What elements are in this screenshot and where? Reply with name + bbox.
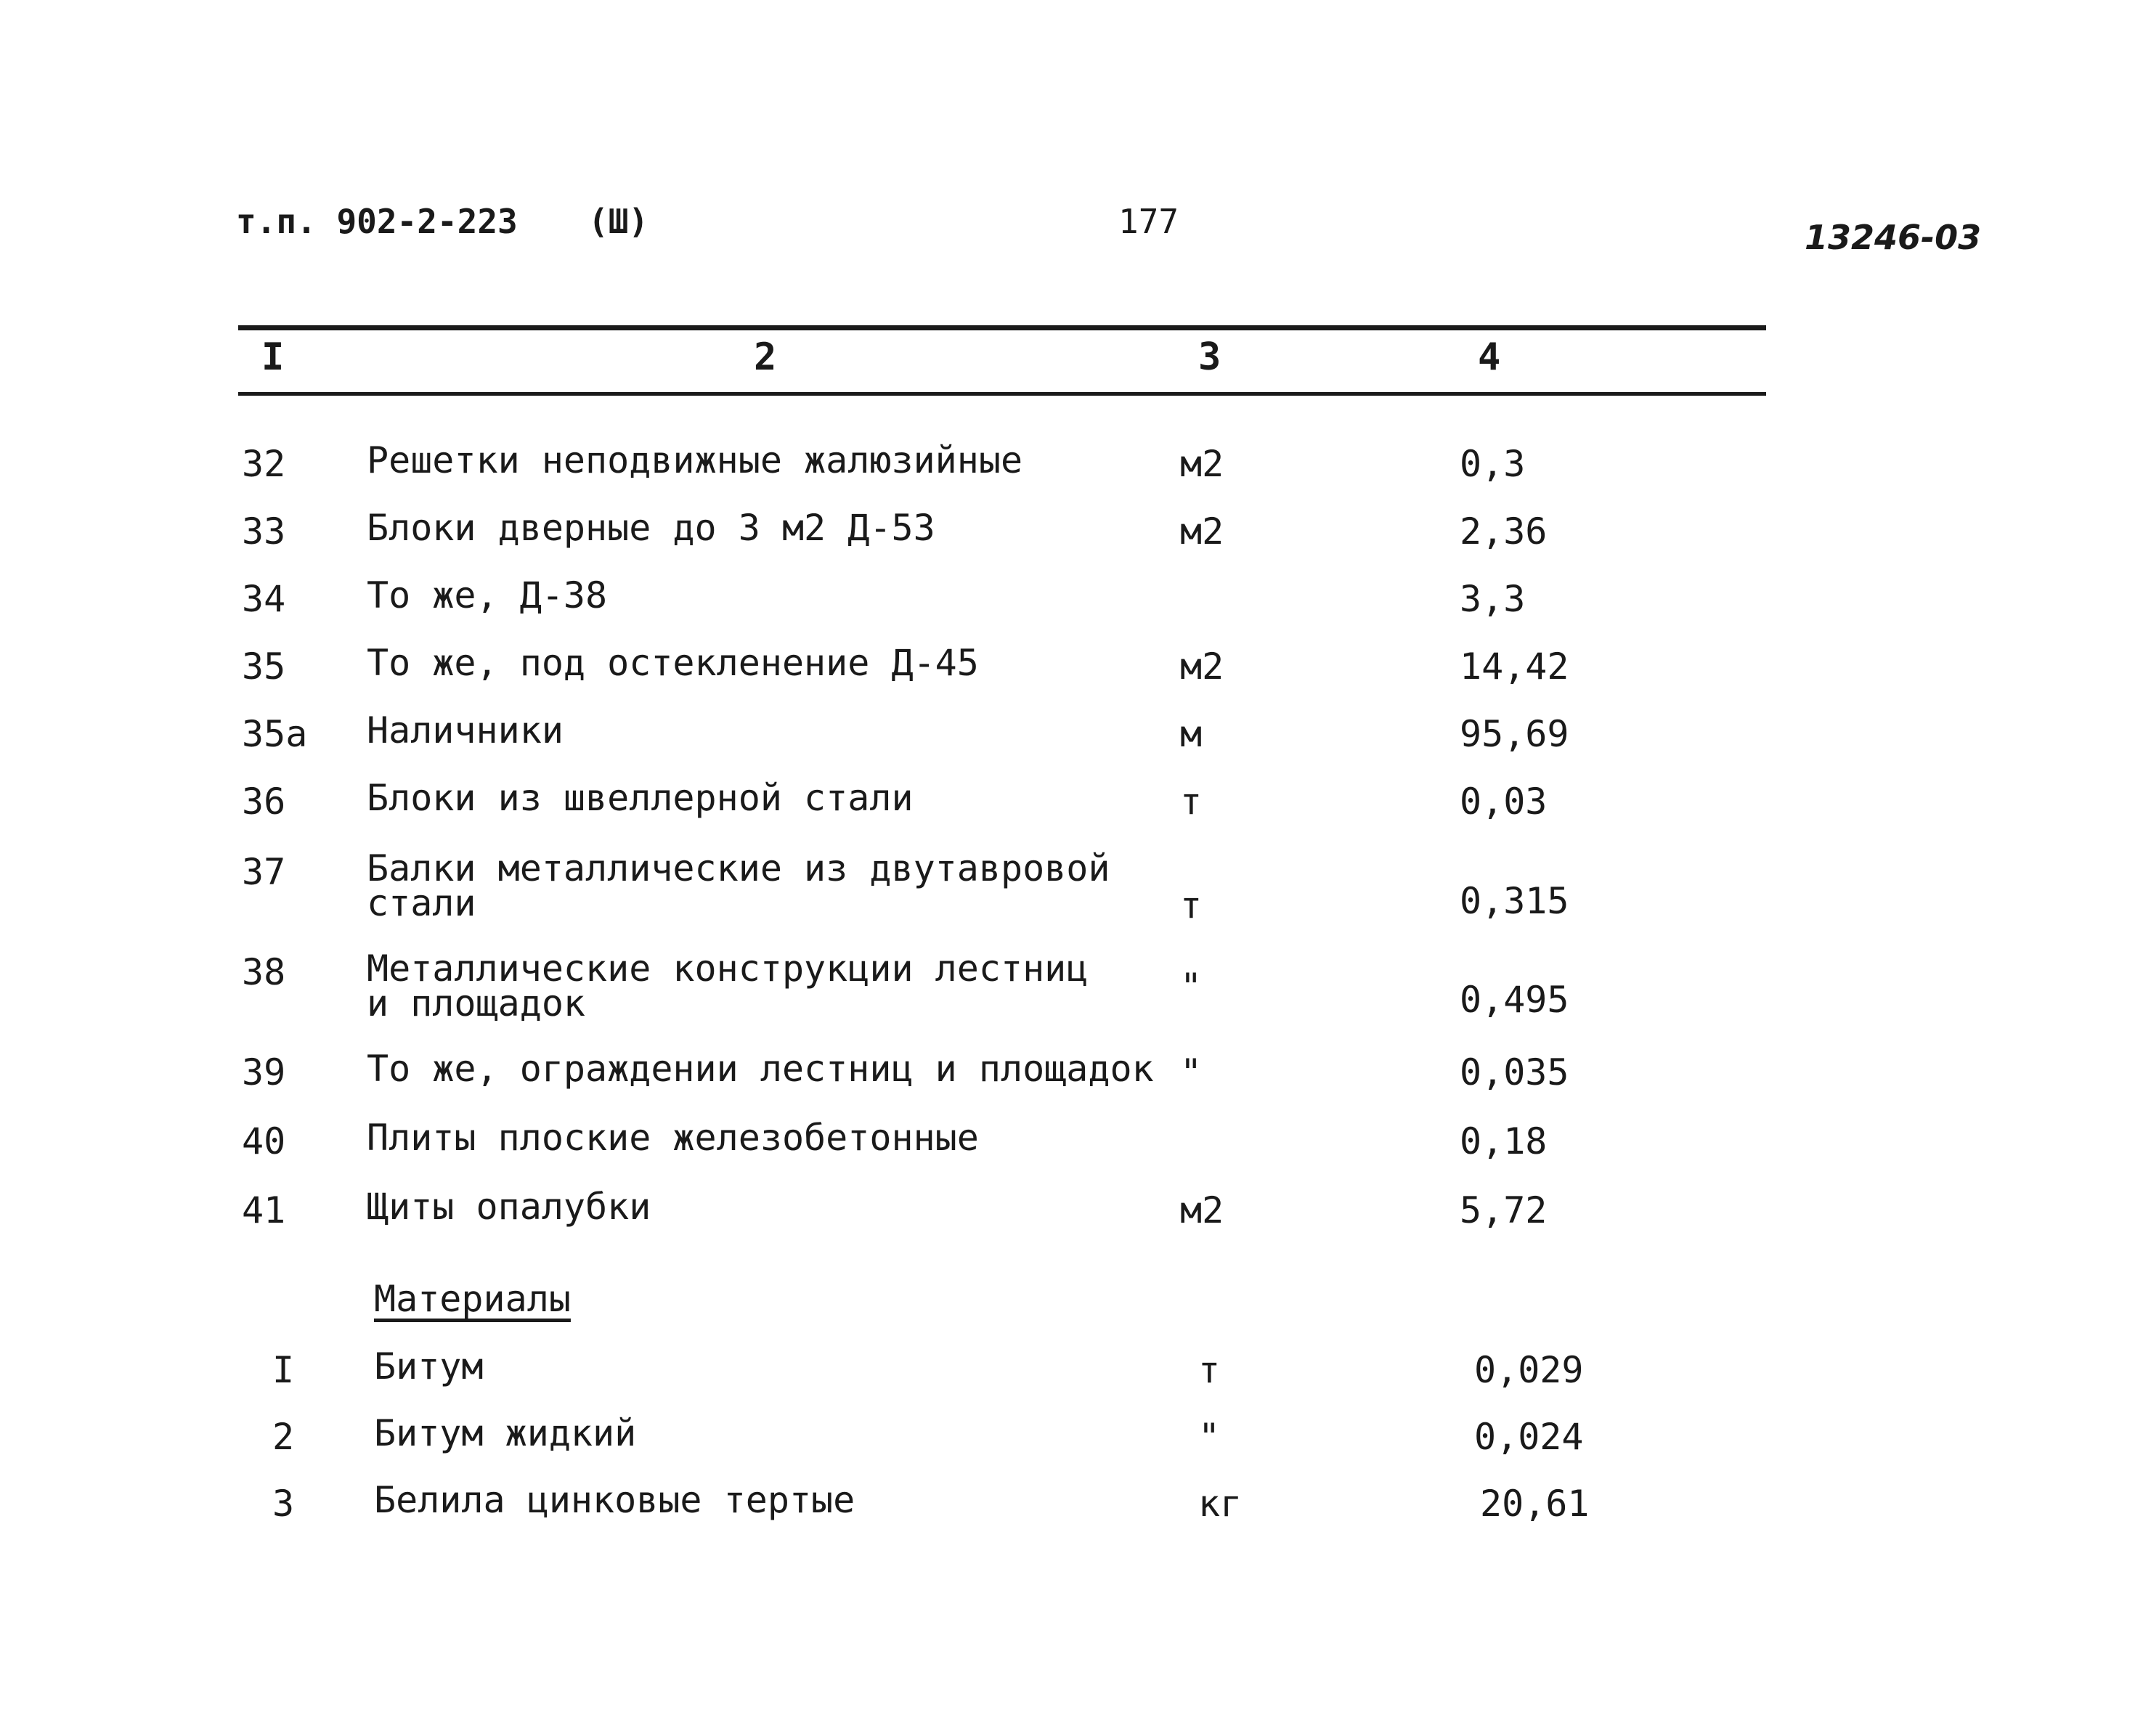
row-value: 5,72 [1460, 1189, 1548, 1231]
row-unit: кг [1198, 1483, 1243, 1525]
row-number: 2 [272, 1416, 295, 1458]
table-top-rule [238, 325, 1766, 330]
row-value: 2,36 [1460, 510, 1548, 553]
row-value: 0,315 [1460, 880, 1569, 922]
row-unit: м2 [1180, 510, 1224, 553]
row-unit: т [1198, 1349, 1221, 1391]
row-name: Блоки из швеллерной стали [367, 777, 914, 819]
row-number: 41 [242, 1189, 286, 1231]
row-unit: м2 [1180, 1189, 1224, 1231]
row-value: 0,035 [1460, 1051, 1569, 1093]
page-number: 177 [1118, 202, 1179, 241]
row-name: То же, ограждении лестниц и площадок [367, 1048, 1154, 1090]
row-value: 20,61 [1480, 1483, 1590, 1525]
row-name: То же, под остекленение Д-45 [367, 642, 979, 684]
row-name: Блоки дверные до 3 м2 Д-53 [367, 507, 935, 549]
row-value: 14,42 [1460, 645, 1569, 688]
registration-number: 13246-03 [1805, 218, 1982, 257]
materials-heading: Материалы [374, 1278, 571, 1320]
row-name: Балки металлические из двутавровой стали [367, 847, 1110, 924]
row-unit: м2 [1180, 645, 1224, 688]
row-value: 3,3 [1460, 578, 1526, 620]
row-name: Металлические конструкции лестниц и площадок [367, 948, 1089, 1024]
row-unit: т [1180, 884, 1203, 926]
row-number: I [272, 1349, 295, 1391]
column-header-2: 2 [754, 335, 777, 379]
row-number: 35а [242, 713, 308, 755]
row-number: 34 [242, 578, 286, 620]
row-number: 33 [242, 510, 286, 553]
row-unit: " [1198, 1416, 1221, 1458]
document-code: т.п. 902-2-223 [236, 202, 518, 241]
row-number: 40 [242, 1120, 286, 1162]
row-name: Решетки неподвижные жалюзийные [367, 439, 1023, 481]
row-unit: м [1180, 713, 1203, 755]
row-number: 37 [242, 851, 286, 893]
column-header-1: I [261, 335, 285, 379]
row-value: 0,495 [1460, 979, 1569, 1021]
row-name: Битум жидкий [374, 1412, 637, 1454]
row-value: 0,18 [1460, 1120, 1548, 1162]
column-header-3: 3 [1198, 335, 1221, 379]
row-number: 35 [242, 645, 286, 688]
row-unit: " [1180, 966, 1203, 1008]
row-value: 0,024 [1474, 1416, 1584, 1458]
table-header-rule [238, 392, 1766, 396]
row-value: 0,03 [1460, 781, 1548, 823]
document-part: (Ш) [588, 202, 649, 241]
row-unit: м2 [1180, 443, 1224, 485]
row-number: 39 [242, 1051, 286, 1093]
row-value: 0,3 [1460, 443, 1526, 485]
row-unit: " [1180, 1051, 1203, 1093]
row-name: Плиты плоские железобетонные [367, 1117, 979, 1159]
column-header-4: 4 [1478, 335, 1501, 379]
row-name: Наличники [367, 709, 564, 751]
row-number: 3 [272, 1483, 295, 1525]
row-number: 32 [242, 443, 286, 485]
row-name: Щиты опалубки [367, 1186, 651, 1228]
row-value: 95,69 [1460, 713, 1569, 755]
row-unit: т [1180, 781, 1203, 823]
row-name: Битум [374, 1345, 484, 1387]
row-name: Белила цинковые тертые [374, 1479, 855, 1521]
row-value: 0,029 [1474, 1349, 1584, 1391]
row-number: 38 [242, 951, 286, 993]
row-number: 36 [242, 781, 286, 823]
row-name: То же, Д-38 [367, 574, 608, 616]
